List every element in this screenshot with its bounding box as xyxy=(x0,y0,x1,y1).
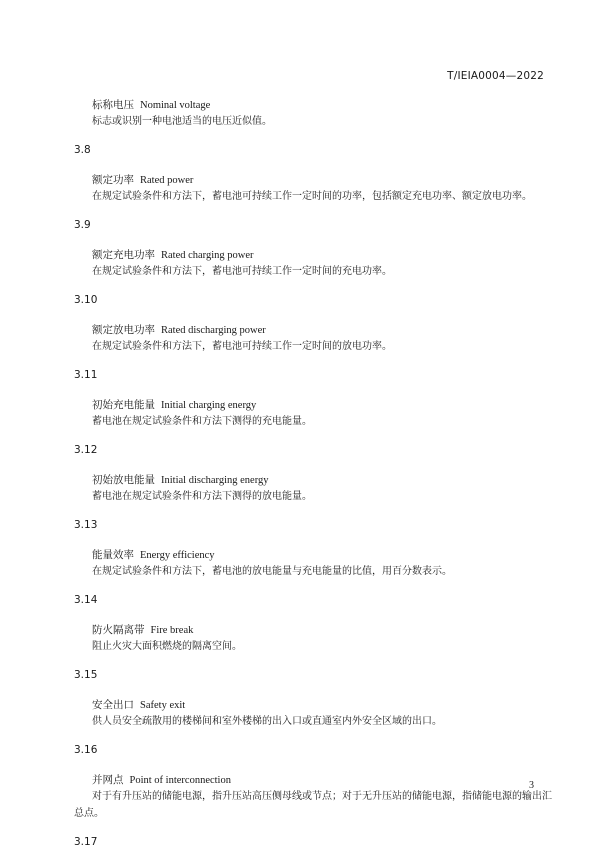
term-english: Rated charging power xyxy=(161,250,254,261)
term-definition: 在规定试验条件和方法下，蓄电池可持续工作一定时间的功率，包括额定充电功率、额定放电功率。 xyxy=(92,191,532,202)
clause-number: 3.16 xyxy=(74,744,98,756)
term-heading xyxy=(74,697,554,713)
term-chinese: 初始放电能量 xyxy=(92,474,155,486)
term-chinese: 能量效率 xyxy=(92,549,134,561)
term-chinese: 并网点 xyxy=(92,774,124,786)
clause-number: 3.9 xyxy=(74,219,91,231)
term-definition: 蓄电池在规定试验条件和方法下测得的充电能量。 xyxy=(92,416,312,427)
term-definition: 蓄电池在规定试验条件和方法下测得的放电能量。 xyxy=(92,491,312,502)
clause-number: 3.10 xyxy=(74,294,98,306)
term-chinese: 额定充电功率 xyxy=(92,249,155,261)
term-heading xyxy=(74,247,554,263)
term-chinese: 额定功率 xyxy=(92,174,134,186)
term-english: Fire break xyxy=(150,625,194,636)
term-heading xyxy=(74,397,554,413)
term-heading xyxy=(74,622,554,638)
clause-number: 3.11 xyxy=(74,369,98,381)
page-number: 3 xyxy=(529,780,534,791)
term-chinese: 标称电压 xyxy=(92,99,134,111)
term-english: Rated power xyxy=(140,175,194,186)
term-definition: 阻止火灾大面积燃烧的隔离空间。 xyxy=(92,641,242,652)
term-definition: 在规定试验条件和方法下，蓄电池可持续工作一定时间的放电功率。 xyxy=(92,341,392,352)
term-chinese: 初始充电能量 xyxy=(92,399,155,411)
term-entry xyxy=(74,142,554,205)
clause-number: 3.12 xyxy=(74,444,98,456)
term-entry xyxy=(74,667,554,730)
term-definition: 标志或识别一种电池适当的电压近似值。 xyxy=(92,116,272,127)
term-english: Energy efficiency xyxy=(140,550,215,561)
term-english: Point of interconnection xyxy=(129,775,231,786)
document-code: T/IEIA0004—2022 xyxy=(447,70,544,82)
term-chinese: 额定放电功率 xyxy=(92,324,155,336)
term-entry xyxy=(74,592,554,655)
term-heading xyxy=(74,472,554,488)
clause-number: 3.15 xyxy=(74,669,98,681)
clause-number: 3.8 xyxy=(74,144,91,156)
clause-number: 3.13 xyxy=(74,519,98,531)
term-entry xyxy=(74,742,554,822)
clause-number: 3.14 xyxy=(74,594,98,606)
term-chinese: 安全出口 xyxy=(92,699,134,711)
clause-number: 3.17 xyxy=(74,836,98,848)
term-english: Initial discharging energy xyxy=(161,475,269,486)
term-chinese: 防火隔离带 xyxy=(92,624,145,636)
term-entry xyxy=(74,517,554,580)
term-english: Rated discharging power xyxy=(161,325,266,336)
term-entry xyxy=(74,367,554,430)
term-heading xyxy=(74,772,554,788)
term-entry xyxy=(74,217,554,280)
term-heading xyxy=(74,547,554,563)
term-entry xyxy=(74,292,554,355)
term-definition: 对于有升压站的储能电源，指升压站高压侧母线或节点；对于无升压站的储能电源，指储能电源的输出汇总点。 xyxy=(74,791,552,819)
term-english: Initial charging energy xyxy=(161,400,257,411)
term-heading xyxy=(74,322,554,338)
term-entry-nominal-voltage xyxy=(74,97,554,130)
term-definition: 供人员安全疏散用的楼梯间和室外楼梯的出入口或直通室内外安全区域的出口。 xyxy=(92,716,442,727)
term-english: Safety exit xyxy=(140,700,186,711)
term-definition: 在规定试验条件和方法下，蓄电池的放电能量与充电能量的比值，用百分数表示。 xyxy=(92,566,452,577)
term-heading xyxy=(74,97,554,113)
terms-list xyxy=(74,97,554,864)
term-heading xyxy=(74,172,554,188)
term-entry xyxy=(74,442,554,505)
term-definition: 在规定试验条件和方法下，蓄电池可持续工作一定时间的充电功率。 xyxy=(92,266,392,277)
term-english: Nominal voltage xyxy=(140,100,211,111)
